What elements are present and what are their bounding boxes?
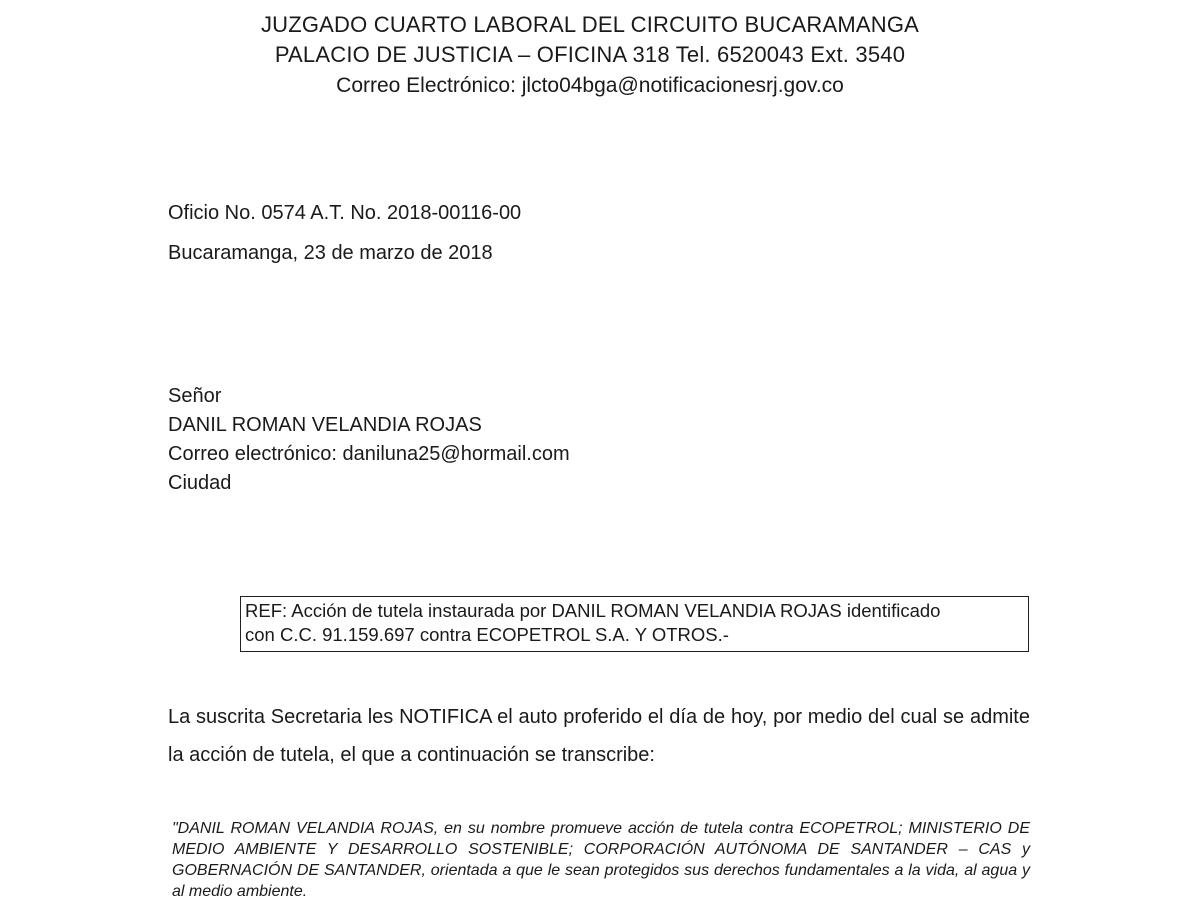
notification-paragraph: La suscrita Secretaria les NOTIFICA el auto proferido el día de hoy, por medio del cual se admite la acción de tutela, el que a continuación se transcribe: (168, 706, 1030, 766)
court-name: JUZGADO CUARTO LABORAL DEL CIRCUITO BUCARAMANGA (260, 12, 920, 37)
reference-box (240, 596, 1029, 652)
addressee-email: Correo electrónico: daniluna25@hormail.com (168, 443, 570, 465)
addressee-city: Ciudad (168, 472, 232, 494)
place-date: Bucaramanga, 23 de marzo de 2018 (168, 242, 493, 264)
salutation: Señor (168, 385, 222, 407)
reference-line-1: REF: Acción de tutela instaurada por DANIL ROMAN VELANDIA ROJAS identificado (245, 600, 941, 621)
court-email: Correo Electrónico: jlcto04bga@notificacionesrj.gov.co (336, 74, 844, 97)
letterhead (0, 8, 1180, 102)
reference-line-2: con C.C. 91.159.697 contra ECOPETROL S.A. Y OTROS.- (245, 624, 729, 645)
addressee-block (168, 382, 570, 498)
court-address: PALACIO DE JUSTICIA – OFICINA 318 Tel. 6520043 Ext. 3540 (274, 42, 906, 67)
quoted-auto: "DANIL ROMAN VELANDIA ROJAS, en su nombre promueve acción de tutela contra ECOPETROL; MINISTERIO DE MEDIO AMBIENTE Y DESARROLLO SOSTENIBLE; CORPORACIÓN AUTÓNOMA DE SANTANDER – CAS y GOBERNACIÓN DE SANTANDER, orientada a que le sean protegidos sus derechos fundamentales a la vida, al agua y al medio ambiente. (172, 820, 1030, 900)
oficio-number: Oficio No. 0574 A.T. No. 2018-00116-00 (168, 202, 522, 224)
addressee-name: DANIL ROMAN VELANDIA ROJAS (168, 414, 482, 436)
